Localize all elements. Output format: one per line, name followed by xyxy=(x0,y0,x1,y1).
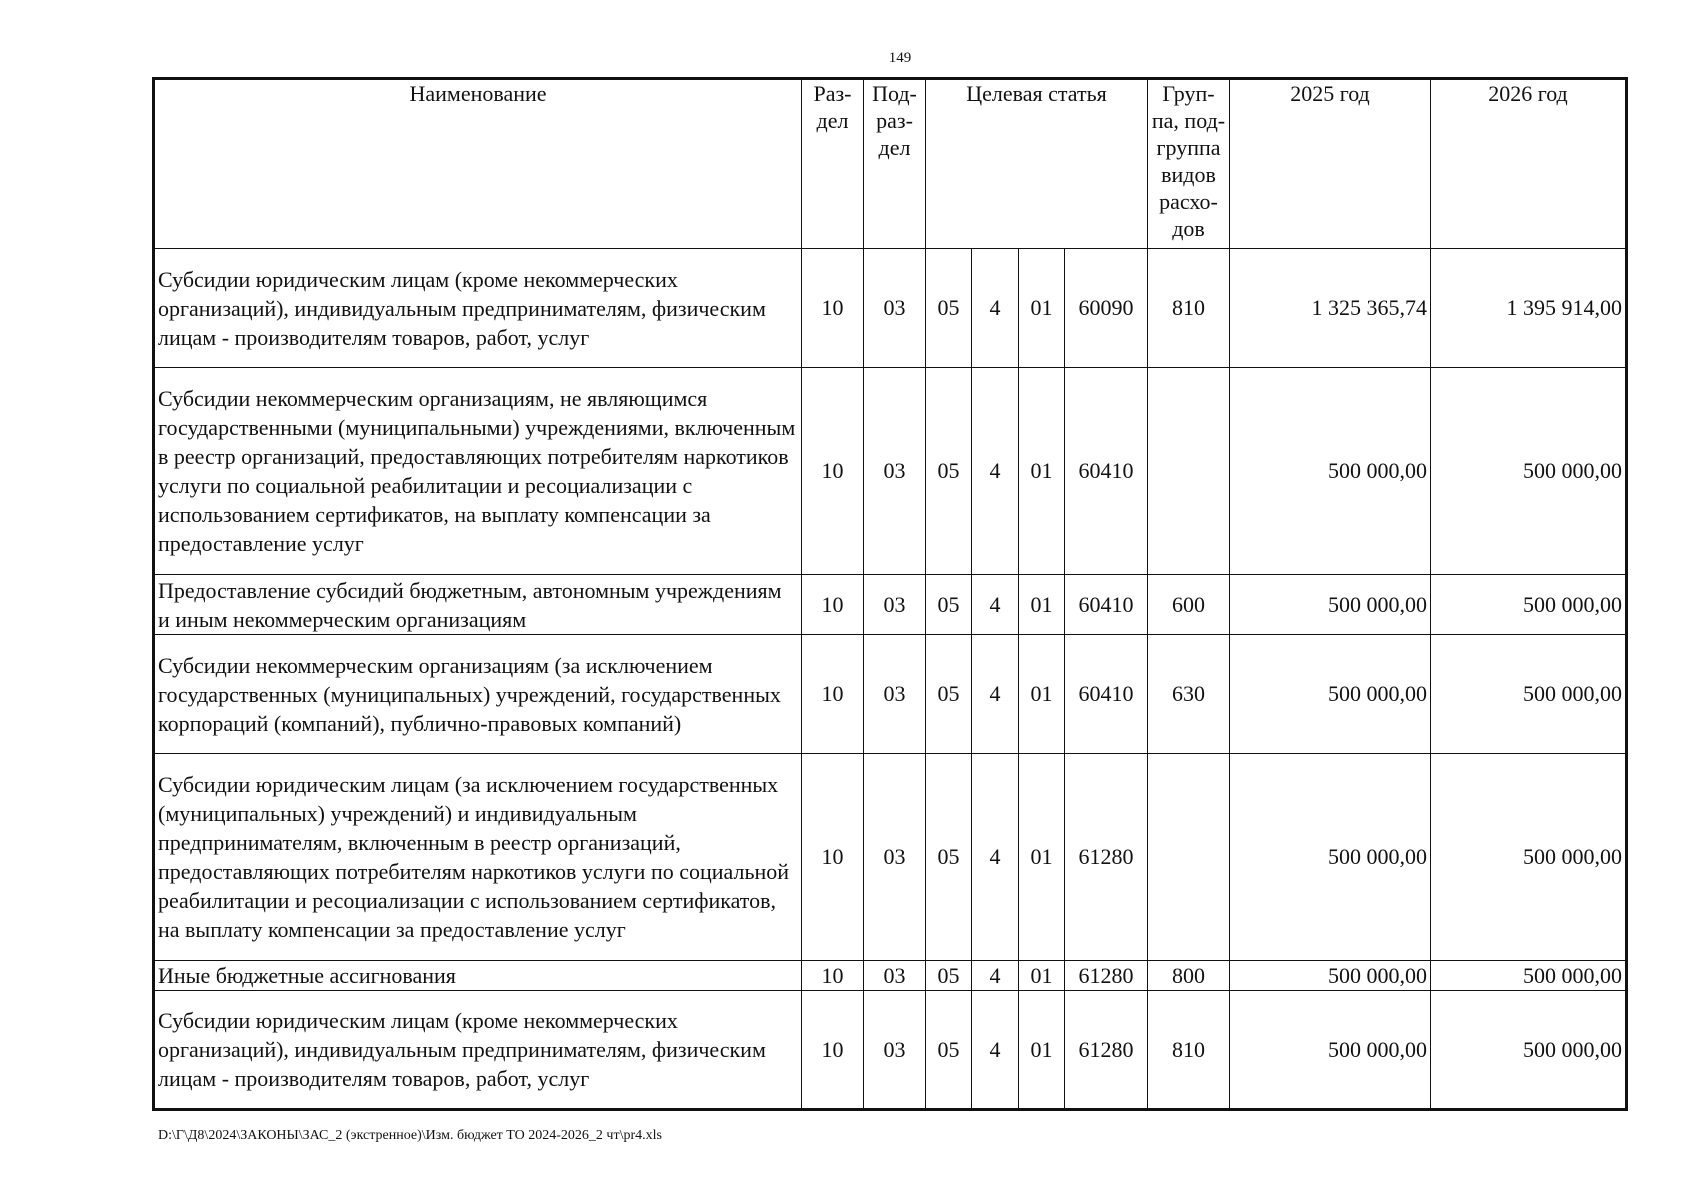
row-group: 810 xyxy=(1148,991,1230,1110)
row-target-4: 61280 xyxy=(1065,991,1148,1110)
row-target-3: 01 xyxy=(1019,575,1065,635)
row-target-3: 01 xyxy=(1019,754,1065,961)
row-name: Предоставление субсидий бюджетным, автономным учреждениям и иным некоммерческим организациям xyxy=(154,575,802,635)
table-row xyxy=(154,249,1627,368)
row-target-3: 01 xyxy=(1019,635,1065,754)
row-target-2: 4 xyxy=(972,961,1019,991)
row-group: 600 xyxy=(1148,575,1230,635)
row-target-4: 61280 xyxy=(1065,754,1148,961)
row-target-4: 60090 xyxy=(1065,249,1148,368)
row-target-1: 05 xyxy=(926,368,972,575)
row-subsection: 03 xyxy=(864,575,926,635)
budget-table xyxy=(152,77,1628,1111)
row-subsection: 03 xyxy=(864,961,926,991)
row-group: 630 xyxy=(1148,635,1230,754)
row-subsection: 03 xyxy=(864,635,926,754)
row-value-2026: 500 000,00 xyxy=(1431,991,1627,1110)
row-subsection: 03 xyxy=(864,249,926,368)
row-name: Субсидии некоммерческим организациям, не являющимся государственными (муниципальными) учреждениями, включенным в реестр организаций, предоставляющих потребителям наркотиков услуги по социальной реабилитации и ресоциализации с использованием сертификатов, на выплату компенсации за предоставление услуг xyxy=(154,368,802,575)
row-target-4: 60410 xyxy=(1065,635,1148,754)
row-name: Субсидии некоммерческим организациям (за исключением государственных (муниципальных) учреждений, государственных корпораций (компаний), публично-правовых компаний) xyxy=(154,635,802,754)
table-header-row xyxy=(154,79,1627,249)
row-value-2026: 500 000,00 xyxy=(1431,961,1627,991)
row-section: 10 xyxy=(802,575,864,635)
row-target-1: 05 xyxy=(926,635,972,754)
header-year-2026: 2026 год xyxy=(1431,79,1627,249)
row-target-3: 01 xyxy=(1019,368,1065,575)
row-target-2: 4 xyxy=(972,991,1019,1110)
table-row xyxy=(154,368,1627,575)
row-subsection: 03 xyxy=(864,368,926,575)
row-group xyxy=(1148,368,1230,575)
table-row xyxy=(154,991,1627,1110)
row-target-2: 4 xyxy=(972,635,1019,754)
table-row xyxy=(154,635,1627,754)
row-target-4: 60410 xyxy=(1065,368,1148,575)
row-section: 10 xyxy=(802,368,864,575)
row-value-2025: 500 000,00 xyxy=(1230,635,1431,754)
row-section: 10 xyxy=(802,635,864,754)
row-value-2025: 500 000,00 xyxy=(1230,754,1431,961)
row-target-1: 05 xyxy=(926,754,972,961)
row-value-2025: 500 000,00 xyxy=(1230,961,1431,991)
row-value-2026: 500 000,00 xyxy=(1431,635,1627,754)
row-target-2: 4 xyxy=(972,754,1019,961)
row-value-2026: 500 000,00 xyxy=(1431,575,1627,635)
row-section: 10 xyxy=(802,754,864,961)
row-value-2025: 500 000,00 xyxy=(1230,368,1431,575)
row-target-1: 05 xyxy=(926,991,972,1110)
row-section: 10 xyxy=(802,961,864,991)
row-value-2026: 500 000,00 xyxy=(1431,754,1627,961)
row-section: 10 xyxy=(802,249,864,368)
table-row xyxy=(154,754,1627,961)
row-target-2: 4 xyxy=(972,575,1019,635)
row-target-2: 4 xyxy=(972,368,1019,575)
row-value-2025: 1 325 365,74 xyxy=(1230,249,1431,368)
row-target-2: 4 xyxy=(972,249,1019,368)
row-target-3: 01 xyxy=(1019,249,1065,368)
row-name: Иные бюджетные ассигнования xyxy=(154,961,802,991)
row-group xyxy=(1148,754,1230,961)
row-target-1: 05 xyxy=(926,249,972,368)
footer-file-path: D:\Г\Д8\2024\ЗАКОНЫ\ЗАС_2 (экстренное)\Изм. бюджет ТО 2024-2026_2 чт\pr4.xls xyxy=(158,1128,662,1143)
row-name: Субсидии юридическим лицам (кроме некоммерческих организаций), индивидуальным предпринимателям, физическим лицам - производителям товаров, работ, услуг xyxy=(154,991,802,1110)
row-target-1: 05 xyxy=(926,961,972,991)
header-group: Груп- па, под- группа видов расхо- дов xyxy=(1148,79,1230,249)
table-row xyxy=(154,575,1627,635)
row-target-4: 60410 xyxy=(1065,575,1148,635)
row-target-3: 01 xyxy=(1019,961,1065,991)
header-name: Наименование xyxy=(154,79,802,249)
row-subsection: 03 xyxy=(864,991,926,1110)
page-number: 149 xyxy=(888,50,912,66)
row-value-2025: 500 000,00 xyxy=(1230,991,1431,1110)
header-section: Раз- дел xyxy=(802,79,864,249)
row-group: 800 xyxy=(1148,961,1230,991)
header-subsection: Под- раз- дел xyxy=(864,79,926,249)
row-value-2025: 500 000,00 xyxy=(1230,575,1431,635)
row-target-3: 01 xyxy=(1019,991,1065,1110)
row-target-4: 61280 xyxy=(1065,961,1148,991)
row-name: Субсидии юридическим лицам (за исключением государственных (муниципальных) учреждений) и индивидуальным предпринимателям, включенным в реестр организаций, предоставляющих потребителям наркотиков услуги по социальной реабилитации и ресоциализации с использованием сертификатов, на выплату компенсации за предоставление услуг xyxy=(154,754,802,961)
row-group: 810 xyxy=(1148,249,1230,368)
row-name: Субсидии юридическим лицам (кроме некоммерческих организаций), индивидуальным предпринимателям, физическим лицам - производителям товаров, работ, услуг xyxy=(154,249,802,368)
row-section: 10 xyxy=(802,991,864,1110)
table-row xyxy=(154,961,1627,991)
row-value-2026: 500 000,00 xyxy=(1431,368,1627,575)
row-target-1: 05 xyxy=(926,575,972,635)
header-year-2025: 2025 год xyxy=(1230,79,1431,249)
header-target-article: Целевая статья xyxy=(926,79,1148,249)
row-subsection: 03 xyxy=(864,754,926,961)
row-value-2026: 1 395 914,00 xyxy=(1431,249,1627,368)
